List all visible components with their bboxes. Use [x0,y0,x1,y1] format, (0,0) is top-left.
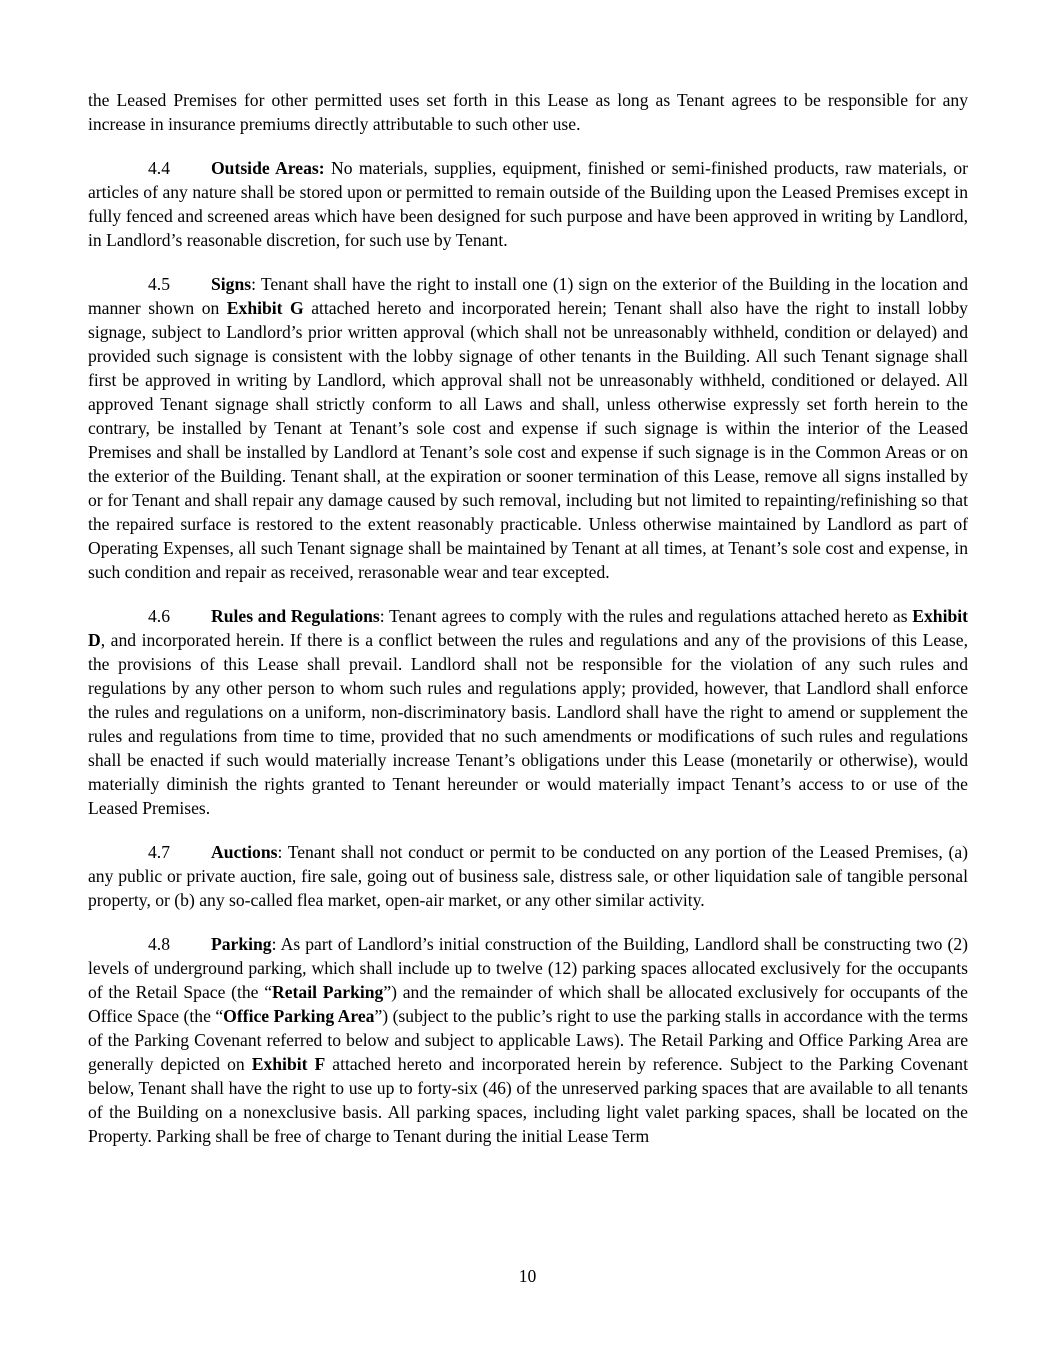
section-body: : Tenant shall not conduct or permit to be conducted on any portion of the Leased Premises, (a) any public or private auction, fire sale, going out of business sale, distress sale, or other liquidation sale of tangible personal property, or (b) any so-called flea market, open-air market, or any other similar activity. [88,842,968,910]
section-4-4 [88,156,968,252]
section-body: : As part of Landlord’s initial construction of the Building, Landlord shall be constructing two (2) levels of underground parking, which shall include up to twelve (12) parking spaces allocated exclusively for the occupants of the Retail Space (the “ [88,934,968,1002]
exhibit-reference: Exhibit G [226,298,304,318]
section-4-8 [88,932,968,1148]
intro-text: the Leased Premises for other permitted uses set forth in this Lease as long as Tenant agrees to be responsible for any increase in insurance premiums directly attributable to such other use. [88,90,968,134]
exhibit-reference: Exhibit F [251,1054,326,1074]
section-heading: Outside Areas: [211,158,325,178]
intro-paragraph [88,88,968,136]
section-4-6 [88,604,968,820]
document-page [88,88,968,1148]
page-number: 10 [518,1266,537,1286]
section-body: No materials, supplies, equipment, finished or semi-finished products, raw materials, or articles of any nature shall be stored upon or permitted to remain outside of the Building upon the Leased Premises except in fully fenced and screened areas which have been designed for such purpose and have been approved in writing by Landlord, in Landlord’s reasonable discretion, for such use by Tenant. [88,158,968,250]
section-heading: Signs [211,274,252,294]
section-body: : Tenant shall have the right to install one (1) sign on the exterior of the Building in the location and manner shown on [88,274,968,318]
section-4-5 [88,272,968,584]
section-heading: Parking [211,934,272,954]
section-body: , and incorporated herein. If there is a conflict between the rules and regulations and any of the provisions of this Lease, the provisions of this Lease shall prevail. Landlord shall not be responsible for the violation of any such rules and regulations by any other person to whom such rules and regulations apply; provided, however, that Landlord shall enforce the rules and regulations on a uniform, non-discriminatory basis. Landlord shall have the right to amend or supplement the rules and regulations from time to time, provided that no such amendments or modifications of such rules and regulations shall be enacted if such would materially increase Tenant’s obligations under this Lease (monetarily or otherwise), would materially diminish the rights granted to Tenant hereunder or would materially impact Tenant’s access to or use of the Leased Premises. [88,630,968,818]
section-body: attached hereto and incorporated herein; Tenant shall also have the right to install lobby signage, subject to Landlord’s prior written approval (which shall not be unreasonably withheld, condition or delayed) and provided such signage is consistent with the lobby signage of other tenants in the Building. All such Tenant signage shall first be approved in writing by Landlord, which approval shall not be unreasonably withheld, conditioned or delayed. All approved Tenant signage shall strictly conform to all Laws and shall, unless otherwise expressly set forth herein to the contrary, be installed by Tenant at Tenant’s sole cost and expense if such signage is within the interior of the Leased Premises and shall be installed by Landlord at Tenant’s sole cost and expense if such signage is in the Common Areas or on the exterior of the Building. Tenant shall, at the expiration or sooner termination of this Lease, remove all signs installed by or for Tenant and shall repair any damage caused by such removal, including but not limited to repainting/refinishing so that the repaired surface is restored to the extent reasonably practicable. Unless otherwise maintained by Landlord as part of Operating Expenses, all such Tenant signage shall be maintained by Tenant at all times, at Tenant’s sole cost and expense, in such condition and repair as received, rerasonable wear and tear excepted. [88,298,968,582]
exhibit-reference: Exhibit D [88,606,968,650]
section-number: 4.7 [148,842,170,862]
defined-term: Retail Parking [272,982,384,1002]
section-body: : Tenant agrees to comply with the rules and regulations attached hereto as [379,606,913,626]
section-body: ”) (subject to the public’s right to use the parking stalls in accordance with the terms of the Parking Covenant referred to below and subject to applicable Laws). The Retail Parking and Office Parking Area are generally depicted on [88,1006,968,1074]
defined-term: Office Parking Area [223,1006,375,1026]
section-number: 4.6 [148,606,170,626]
section-number: 4.8 [148,934,170,954]
section-4-7 [88,840,968,912]
section-number: 4.4 [148,158,170,178]
section-heading: Auctions [211,842,278,862]
section-number: 4.5 [148,274,170,294]
section-heading: Rules and Regulations [211,606,380,626]
section-body: attached hereto and incorporated herein by reference. Subject to the Parking Covenant below, Tenant shall have the right to use up to forty-six (46) of the unreserved parking spaces that are available to all tenants of the Building on a nonexclusive basis. All parking spaces, including light valet parking spaces, shall be located on the Property. Parking shall be free of charge to Tenant during the initial Lease Term [88,1054,968,1146]
section-body: ”) and the remainder of which shall be allocated exclusively for occupants of the Office Space (the “ [88,982,968,1026]
